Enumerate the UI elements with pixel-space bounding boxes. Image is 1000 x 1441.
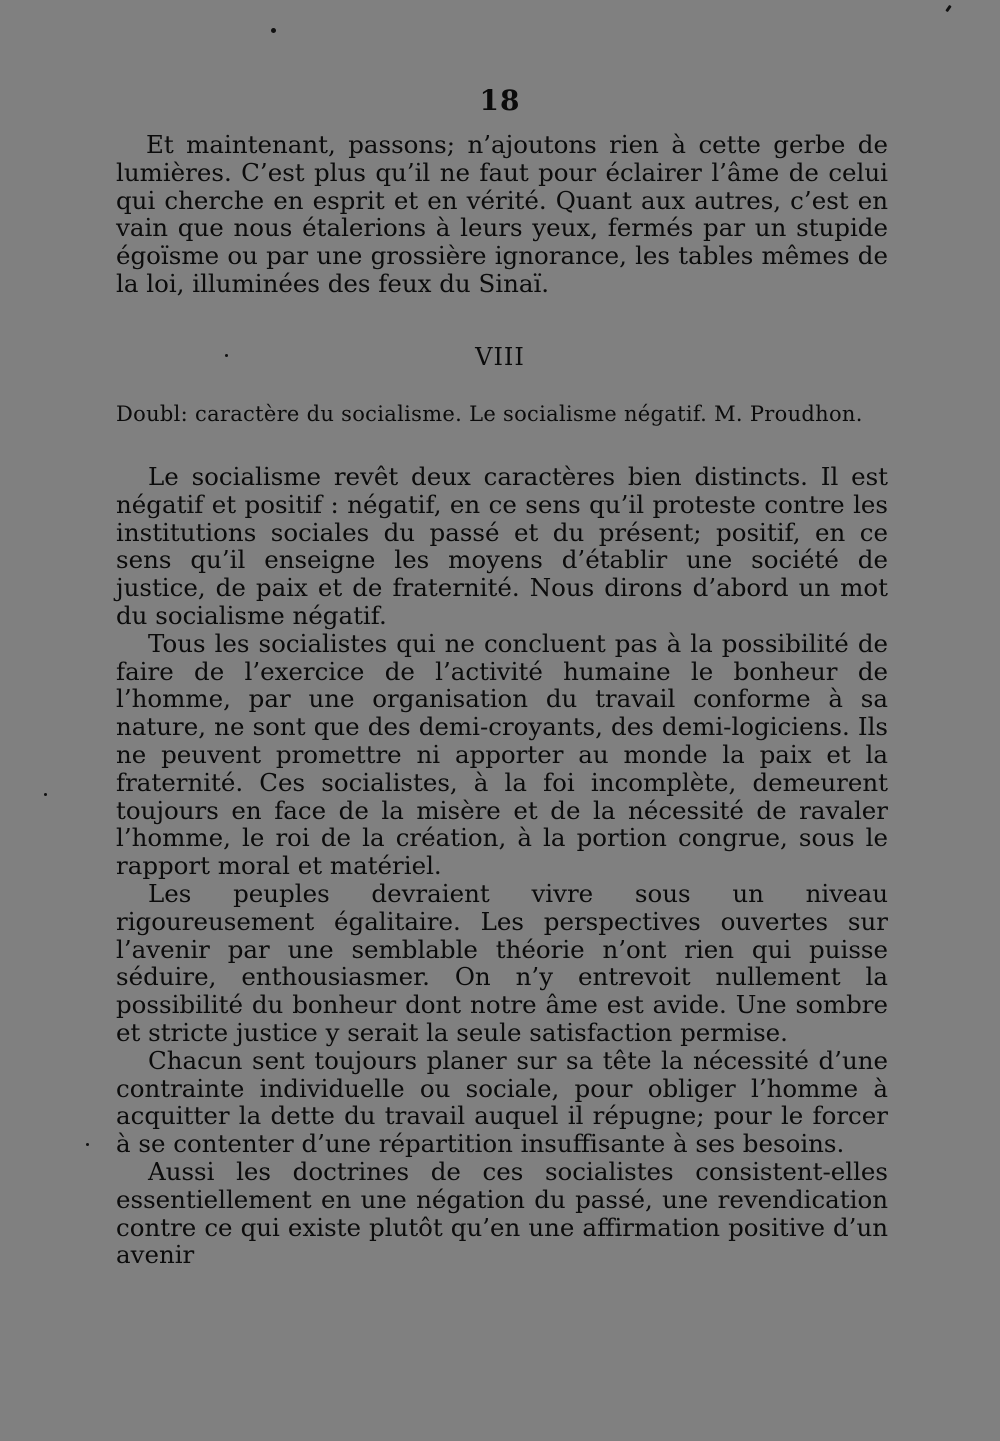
- paragraph: Tous les socialistes qui ne concluent pas à la possibilité de faire de l’exercice de l’activité humaine le bonheur de l’homme, par une organisation du travail conforme à sa nature, ne sont que des demi-croyants, des demi-logiciens. Ils ne peuvent promettre ni apporter au monde la paix et la fraternité. Ces socialistes, à la foi incomplète, demeurent toujours en face de la misère et de la nécessité de ravaler l’homme, le roi de la création, à la portion congrue, sous le rapport moral et matériel.: [116, 628, 888, 881]
- opening-text: [116, 131, 888, 298]
- page-number: 18: [479, 84, 521, 117]
- section-title: Doubl: caractère du socialisme. Le socialisme négatif. M. Proudhon.: [116, 402, 863, 426]
- paragraph: Les peuples devraient vivre sous un niveau rigoureusement égalitaire. Les perspectives ouvertes sur l’avenir par une semblable théorie n’ont rien qui puisse séduire, enthousiasmer. On n’y entrevoit nullement la possibilité du bonheur dont notre âme est avide. Une sombre et stricte justice y serait la seule satisfaction permise.: [116, 878, 888, 1047]
- paragraph: Chacun sent toujours planer sur sa tête la nécessité d’une contrainte individuelle ou sociale, pour obliger l’homme à acquitter la dette du travail auquel il répugne; pour le forcer à se contenter d’une répartition insuffisante à ses besoins.: [116, 1045, 888, 1159]
- paragraph: Le socialisme revêt deux caractères bien distincts. Il est négatif et positif : négatif, en ce sens qu’il proteste contre les institutions sociales du passé et du présent; positif, en ce sens qu’il enseigne les moyens d’établir une société de justice, de paix et de fraternité. Nous dirons d’abord un mot du socialisme négatif.: [116, 462, 888, 630]
- ink-speck: [44, 793, 47, 796]
- ink-speck: [271, 28, 276, 33]
- ink-speck: [945, 5, 951, 12]
- ink-speck: [86, 1143, 89, 1146]
- section-number: VIII: [475, 343, 525, 371]
- section-body: [116, 463, 888, 1269]
- opening-paragraph: Et maintenant, passons; n’ajoutons rien à cette gerbe de lumières. C’est plus qu’il ne faut pour éclairer l’âme de celui qui cherche en esprit et en vérité. Quant aux autres, c’est en vain que nous étalerions à leurs yeux, fermés par un stupide égoïsme ou par une grossière ignorance, les tables mêmes de la loi, illuminées des feux du Sinaï.: [116, 130, 888, 298]
- paragraph: Aussi les doctrines de ces socialistes consistent-elles essentiellement en une négation du passé, une revendication contre ce qui existe plutôt qu’en une affirmation positive d’un avenir: [116, 1156, 888, 1270]
